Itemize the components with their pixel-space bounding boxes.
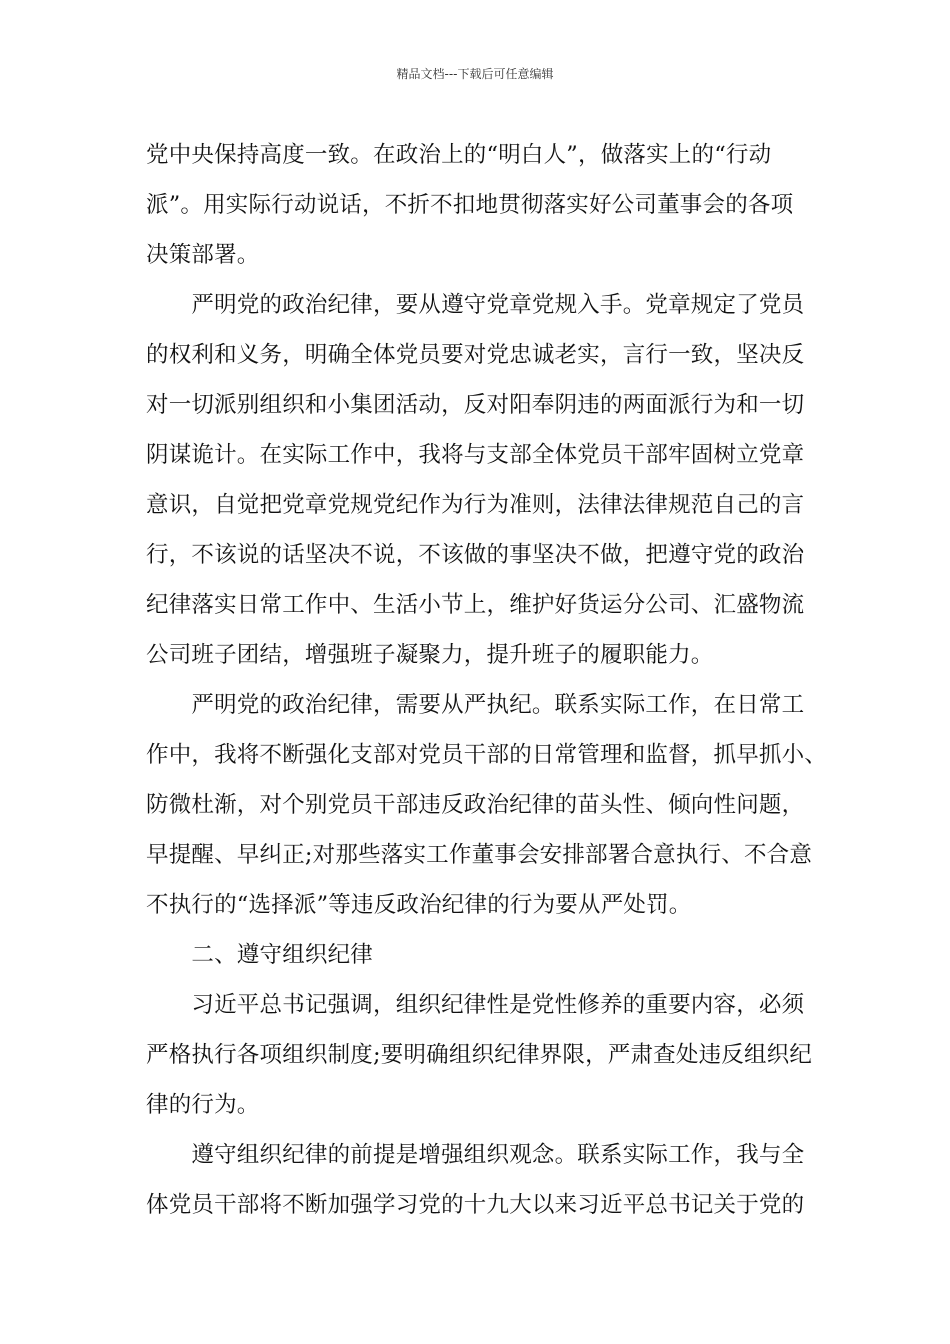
page-header: 精品文档---下载后可任意编辑 bbox=[396, 67, 554, 81]
text-line: 严明党的政治纪律，需要从严执纪。联系实际工作，在日常工 bbox=[146, 692, 805, 718]
text-line: 遵守组织纪律的前提是增强组织观念。联系实际工作，我与全 bbox=[146, 1142, 805, 1168]
text-line: 防微杜渐，对个别党员干部违反政治纪律的苗头性、倾向性问题， bbox=[146, 792, 805, 818]
text-line: 律的行为。 bbox=[146, 1092, 260, 1118]
text-line: 严明党的政治纪律，要从遵守党章党规入手。党章规定了党员 bbox=[146, 292, 805, 318]
text-line: 作中，我将不断强化支部对党员干部的日常管理和监督，抓早抓小、 bbox=[146, 742, 828, 768]
text-line: 严格执行各项组织制度;要明确组织纪律界限，严肃查处违反组织纪 bbox=[146, 1042, 813, 1068]
text-line: 纪律落实日常工作中、生活小节上，维护好货运分公司、汇盛物流 bbox=[146, 592, 805, 618]
text-line: 不执行的“选择派”等违反政治纪律的行为要从严处罚。 bbox=[146, 892, 692, 918]
text-line: 派”。用实际行动说话，不折不扣地贯彻落实好公司董事会的各项 bbox=[146, 192, 794, 218]
text-line: 阴谋诡计。在实际工作中，我将与支部全体党员干部牢固树立党章 bbox=[146, 442, 805, 468]
section-heading: 二、遵守组织纪律 bbox=[146, 942, 374, 968]
text-line: 习近平总书记强调，组织纪律性是党性修养的重要内容，必须 bbox=[146, 992, 805, 1018]
text-line: 对一切派别组织和小集团活动，反对阳奉阴违的两面派行为和一切 bbox=[146, 392, 805, 418]
text-line: 意识，自觉把党章党规党纪作为行为准则，法律法律规范自己的言 bbox=[146, 492, 805, 518]
document-body bbox=[146, 130, 828, 1230]
text-line: 公司班子团结，增强班子凝聚力，提升班子的履职能力。 bbox=[146, 642, 714, 668]
text-line: 党中央保持高度一致。在政治上的“明白人”，做落实上的“行动 bbox=[146, 142, 772, 168]
text-line: 体党员干部将不断加强学习党的十九大以来习近平总书记关于党的 bbox=[146, 1192, 805, 1218]
text-line: 决策部署。 bbox=[146, 242, 260, 268]
text-line: 的权利和义务，明确全体党员要对党忠诚老实，言行一致，坚决反 bbox=[146, 342, 805, 368]
text-line: 早提醒、早纠正;对那些落实工作董事会安排部署合意执行、不合意 bbox=[146, 842, 813, 868]
text-line: 行，不该说的话坚决不说，不该做的事坚决不做，把遵守党的政治 bbox=[146, 542, 805, 568]
